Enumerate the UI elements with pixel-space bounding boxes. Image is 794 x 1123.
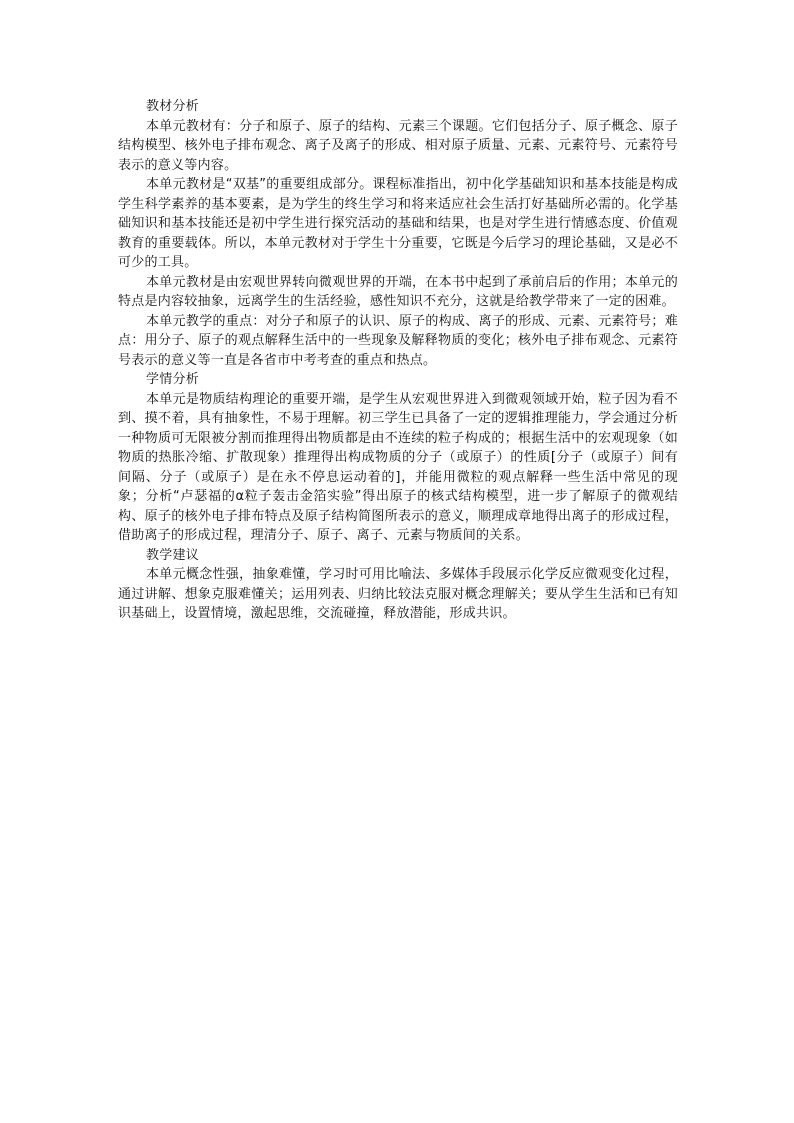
section-heading: 教学建议 <box>146 547 200 563</box>
section-teaching-suggestions <box>118 546 678 624</box>
section-heading: 学情分析 <box>146 372 200 387</box>
paragraph: 本单元教材是由宏观世界转向微观世界的开端，在本书中起到了承前启后的作用；本单元的特点是内容较抽象，远离学生的生活经验，感性知识不充分，这就是给教学带来了一定的困难。 <box>118 274 678 309</box>
paragraph: 本单元教材有：分子和原子、原子的结构、元素三个课题。它们包括分子、原子概念、原子结构模型、核外电子排布观念、离子及离子的形成、相对原子质量、元素、元素符号、元素符号表示的意义等内容。 <box>118 118 678 173</box>
document-body <box>118 97 678 624</box>
paragraph: 本单元教学的重点：对分子和原子的认识、原子的构成、离子的形成、元素、元素符号；难点：用分子、原子的观点解释生活中的一些现象及解释物质的变化；核外电子排布观念、元素符号表示的意义等一直是各省市中考考查的重点和热点。 <box>118 313 678 368</box>
section-textbook-analysis <box>118 97 678 370</box>
section-heading: 教材分析 <box>146 99 200 114</box>
paragraph: 本单元教材是“双基”的重要组成部分。课程标准指出，初中化学基础知识和基本技能是构成学生科学素养的基本要素，是为学生的终生学习和将来适应社会生活打好基础所必需的。化学基础知识和基本技能还是初中学生进行探究活动的基础和结果，也是对学生进行情感态度、价值观教育的重要载体。所以，本单元教材对于学生十分重要，它既是今后学习的理论基础，又是必不可少的工具。 <box>118 177 678 270</box>
paragraph: 本单元概念性强，抽象难懂，学习时可用比喻法、多媒体手段展示化学反应微观变化过程，通过讲解、想象克服难懂关；运用列表、归纳比较法克服对概念理解关；要从学生生活和已有知识基础上，设置情境，激起思维，交流碰撞，释放潜能，形成共识。 <box>118 567 678 621</box>
paragraph: 本单元是物质结构理论的重要开端，是学生从宏观世界进入到微观领域开始，粒子因为看不到、摸不着，具有抽象性，不易于理解。初三学生已具备了一定的逻辑推理能力，学会通过分析一种物质可无限被分割而推理得出物质都是由不连续的粒子构成的；根据生活中的宏观现象（如物质的热胀冷缩、扩散现象）推理得出构成物质的分子（或原子）的性质[分子（或原子）间有间隔、分子（或原子）是在永不停息运动着的]，并能用微粒的观点解释一些生活中常见的现象；分析“卢瑟福的α粒子轰击金箔实验”得出原子的核式结构模型，进一步了解原子的微观结构、原子的核外电子排布特点及原子结构简图所表示的意义，顺理成章地得出离子的形成过程，借助离子的形成过程，理清分子、原子、离子、元素与物质间的关系。 <box>118 391 678 543</box>
section-student-analysis <box>118 370 678 546</box>
